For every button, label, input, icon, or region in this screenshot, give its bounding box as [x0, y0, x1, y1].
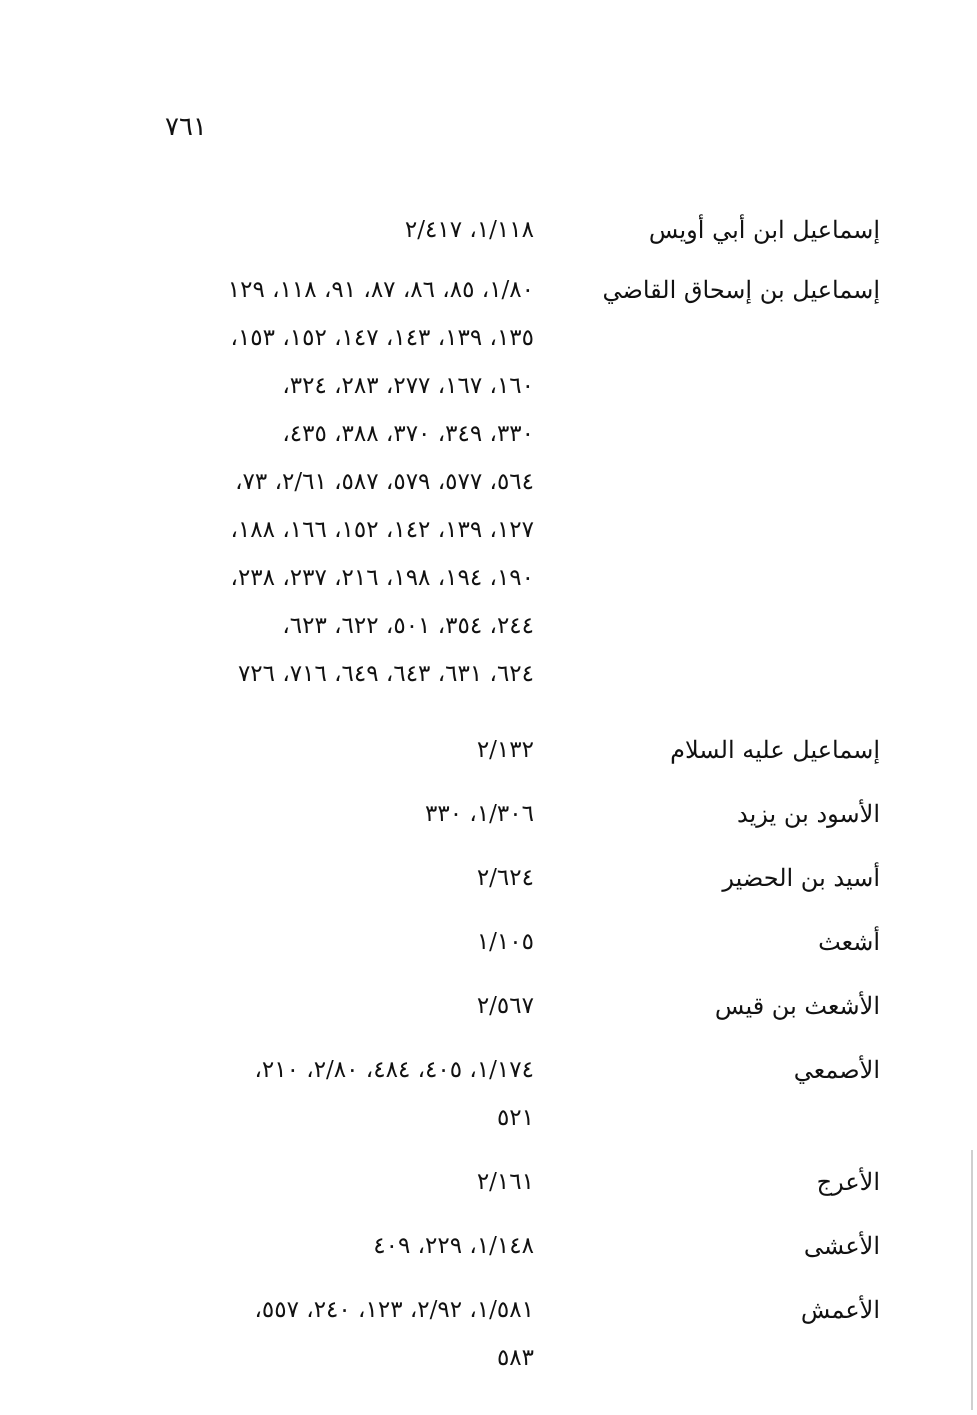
entry-references — [120, 912, 540, 966]
entry-references — [120, 1152, 540, 1206]
entry-references — [120, 784, 540, 838]
entry-references — [120, 200, 540, 254]
entry-name: الأصمعي — [793, 1056, 880, 1084]
entry-name: الأعرج — [816, 1168, 880, 1196]
index-entry — [120, 1216, 880, 1270]
reference-line: ٢/١٣٢ — [476, 737, 534, 763]
reference-line: ٥٨٣ — [496, 1345, 534, 1371]
reference-line: ١/٣٠٦، ٣٣٠ — [425, 801, 534, 827]
reference-line: ٣٣٠، ٣٤٩، ٣٧٠، ٣٨٨، ٤٣٥، — [282, 421, 534, 447]
reference-line: ١/١٧٤، ٤٠٥، ٤٨٤، ٢/٨٠، ٢١٠، — [254, 1057, 534, 1083]
entry-name: الأسود بن يزيد — [737, 800, 880, 828]
index-entry — [120, 1280, 880, 1382]
name-index — [120, 190, 880, 1382]
reference-line: ١٢٧، ١٣٩، ١٤٢، ١٥٢، ١٦٦، ١٨٨، — [230, 517, 534, 543]
index-entry — [120, 848, 880, 902]
entry-name: إسماعيل بن إسحاق القاضي — [602, 276, 880, 304]
page-number: ٧٦١ — [165, 112, 207, 142]
entry-references — [120, 260, 540, 698]
entry-references — [120, 1216, 540, 1270]
index-entry — [120, 720, 880, 774]
reference-line: ٥٢١ — [496, 1105, 534, 1131]
reference-line: ١٣٥، ١٣٩، ١٤٣، ١٤٧، ١٥٢، ١٥٣، — [230, 325, 534, 351]
reference-line: ٦٢٤، ٦٣١، ٦٤٣، ٦٤٩، ٧١٦، ٧٢٦ — [237, 661, 534, 687]
entry-name: الأشعث بن قيس — [714, 992, 880, 1020]
reference-line: ٢/٥٦٧ — [476, 993, 534, 1019]
entry-name: إسماعيل عليه السلام — [670, 736, 880, 764]
entry-references — [120, 976, 540, 1030]
entry-name: أشعث — [818, 928, 880, 956]
index-entry — [120, 260, 880, 698]
reference-line: ١٦٠، ١٦٧، ٢٧٧، ٢٨٣، ٣٢٤، — [282, 373, 534, 399]
reference-line: ٥٦٤، ٥٧٧، ٥٧٩، ٥٨٧، ٢/٦١، ٧٣، — [235, 469, 534, 495]
reference-line: ٢/١٦١ — [476, 1169, 534, 1195]
entry-references — [120, 1280, 540, 1382]
entry-name: إسماعيل ابن أبي أويس — [648, 216, 880, 244]
entry-references — [120, 720, 540, 774]
entry-references — [120, 848, 540, 902]
index-entry — [120, 976, 880, 1030]
index-entry — [120, 912, 880, 966]
entry-name: الأعمش — [800, 1296, 880, 1324]
page-edge-shadow — [971, 1150, 973, 1410]
entry-references — [120, 1040, 540, 1142]
index-entry — [120, 200, 880, 254]
entry-name: أسيد بن الحضير — [722, 864, 880, 892]
reference-line: ٢٤٤، ٣٥٤، ٥٠١، ٦٢٢، ٦٢٣، — [282, 613, 534, 639]
index-entry — [120, 1040, 880, 1142]
reference-line: ١/٨٠، ٨٥، ٨٦، ٨٧، ٩١، ١١٨، ١٢٩ — [227, 277, 534, 303]
reference-line: ١/١٤٨، ٢٢٩، ٤٠٩ — [373, 1233, 534, 1259]
index-entry — [120, 784, 880, 838]
reference-line: ١/١٠٥ — [476, 929, 534, 955]
reference-line: ١٩٠، ١٩٤، ١٩٨، ٢١٦، ٢٣٧، ٢٣٨، — [230, 565, 534, 591]
reference-line: ٢/٦٢٤ — [476, 865, 534, 891]
reference-line: ١/١١٨، ٢/٤١٧ — [404, 217, 534, 243]
index-entry — [120, 1152, 880, 1206]
reference-line: ١/٥٨١، ٢/٩٢، ١٢٣، ٢٤٠، ٥٥٧، — [254, 1297, 534, 1323]
entry-name: الأعشى — [803, 1232, 880, 1260]
